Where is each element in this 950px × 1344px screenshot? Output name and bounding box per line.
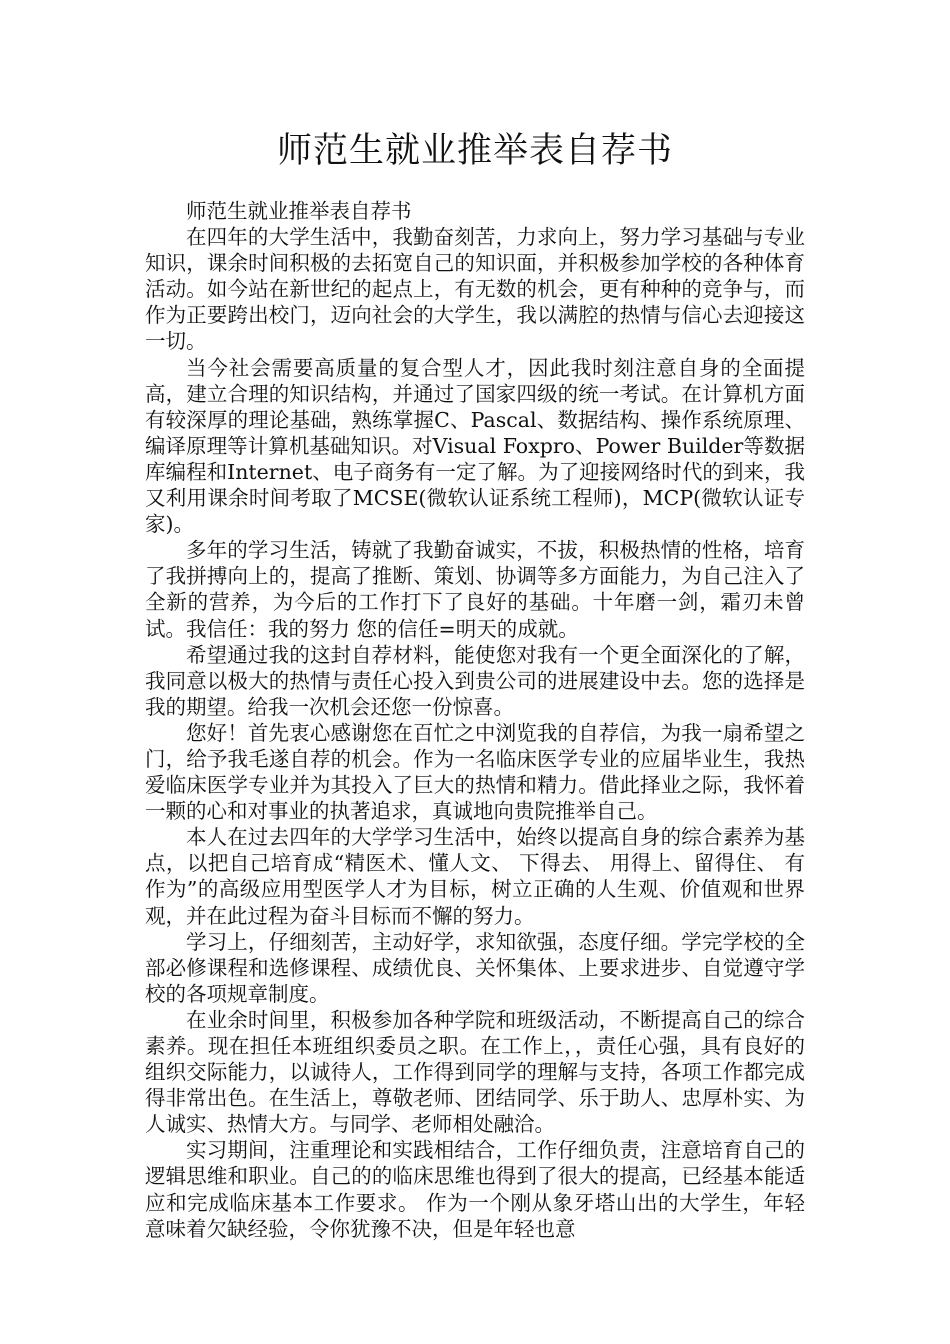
page-title: 师范生就业推举表自荐书 — [276, 131, 673, 171]
paragraph: 多年的学习生活，铸就了我勤奋诚实，不拔，积极热情的性格，培育了我拼搏向上的，提高了推断、策划、协调等多方面能力，为自己注入了全新的营养，为今后的工作打下了良好的基础。十年磨一剑，霜刃未曾试。我信任：我的努力 您的信任=明天的成就。 — [145, 538, 805, 641]
paragraph: 在四年的大学生活中，我勤奋刻苦，力求向上，努力学习基础与专业知识，课余时间积极的去拓宽自己的知识面，并积极参加学校的各种体育活动。如今站在新世纪的起点上，有无数的机会，更有种种的竞争与，而作为正要跨出校门，迈向社会的大学生，我以满腔的热情与信心去迎接这一切。 — [145, 225, 805, 354]
paragraph: 本人在过去四年的大学学习生活中，始终以提高自身的综合素养为基点，以把自己培育成“精医术、懂人文、 下得去、 用得上、留得住、 有作为”的高级应用型医学人才为目标，树立正确的人生观、价值观和世界观，并在此过程为奋斗目标而不懈的努力。 — [145, 825, 805, 928]
paragraph: 当今社会需要高质量的复合型人才，因此我时刻注意自身的全面提高，建立合理的知识结构，并通过了国家四级的统一考试。在计算机方面有较深厚的理论基础，熟练掌握C、Pascal、数据结构、操作系统原理、编译原理等计算机基础知识。对Visual Foxpro、Power Builder等数据库编程和Internet、电子商务有一定了解。为了迎接网络时代的到来，我又利用课余时间考取了MCSE(微软认证系统工程师)，MCP(微软认证专家)。 — [145, 355, 805, 537]
paragraph: 希望通过我的这封自荐材料，能使您对我有一个更全面深化的了解，我同意以极大的热情与责任心投入到贵公司的进展建设中去。您的选择是我的期望。给我一次机会还您一份惊喜。 — [145, 642, 805, 719]
document-body — [145, 198, 805, 1242]
paragraph-subtitle: 师范生就业推举表自荐书 — [186, 199, 412, 223]
paragraph: 学习上，仔细刻苦，主动好学，求知欲强，态度仔细。学完学校的全部必修课程和选修课程、成绩优良、关怀集体、上要求进步、自觉遵守学校的各项规章制度。 — [145, 929, 805, 1006]
paragraph: 在业余时间里，积极参加各种学院和班级活动，不断提高自己的综合素养。现在担任本班组织委员之职。在工作上，，责任心强，具有良好的组织交际能力，以诚待人，工作得到同学的理解与支持，各项工作都完成得非常出色。在生活上，尊敬老师、团结同学、乐于助人、忠厚朴实、为人诚实、热情大方。与同学、老师相处融洽。 — [145, 1007, 805, 1137]
paragraph: 实习期间，注重理论和实践相结合，工作仔细负责，注意培育自己的逻辑思维和职业。自己的的临床思维也得到了很大的提高，已经基本能适应和完成临床基本工作要求。 作为一个刚从象牙塔山出的大学生，年轻意味着欠缺经验，令你犹豫不决，但是年轻也意 — [145, 1138, 805, 1241]
paragraph: 您好！首先衷心感谢您在百忙之中浏览我的自荐信，为我一扇希望之门，给予我毛遂自荐的机会。作为一名临床医学专业的应届毕业生，我热爱临床医学专业并为其投入了巨大的热情和精力。借此择业之际，我怀着一颗的心和对事业的执著追求，真诚地向贵院推举自己。 — [145, 720, 805, 824]
